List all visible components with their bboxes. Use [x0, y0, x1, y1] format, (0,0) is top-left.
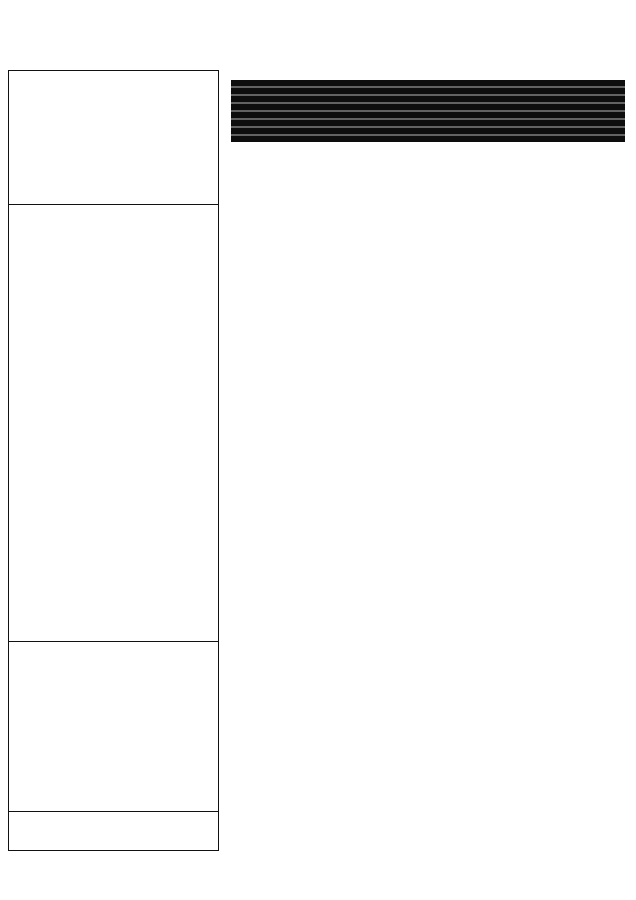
committee [9, 208, 218, 216]
masthead-divider [9, 204, 218, 205]
production-info [9, 646, 218, 651]
masthead-divider [9, 641, 218, 642]
sommaire-logo [231, 80, 625, 142]
logo-stripes [231, 80, 625, 142]
masthead-box [8, 70, 219, 851]
masthead-staff [9, 71, 218, 76]
masthead-divider [9, 811, 218, 812]
